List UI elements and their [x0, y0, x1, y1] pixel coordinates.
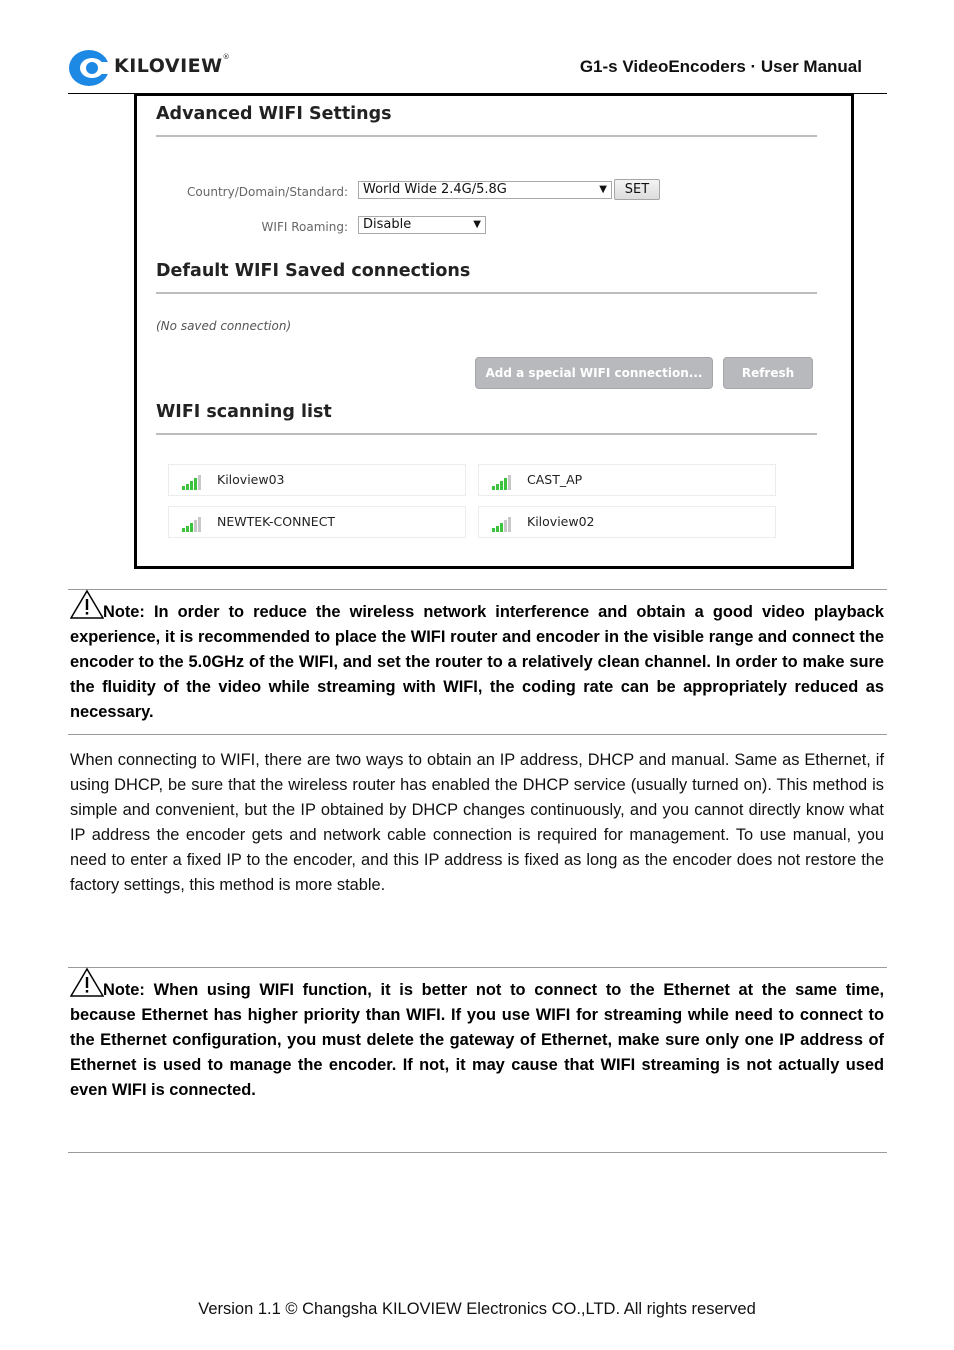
note-body: because Ethernet has higher priority than WIFI. If you use WIFI for streaming while need to connect to the Ethernet configuration, you must delete the gateway of Ethernet, make sure only one IP address of Ethernet is used to manage the encoder. If not, it may cause that WIFI streaming is not actually used even WIFI is connected.	[70, 1006, 884, 1099]
warning-icon	[70, 589, 104, 619]
document-title: G1-s VideoEncoders · User Manual	[579, 57, 862, 76]
page-footer: Version 1.1 © Changsha KILOVIEW Electronics CO.,LTD. All rights reserved	[198, 1300, 756, 1318]
set-button[interactable]: SET	[614, 179, 660, 200]
wifi-signal-icon	[492, 475, 514, 490]
wifi-network-item[interactable]	[478, 506, 776, 538]
wifi-network-item[interactable]	[168, 464, 466, 496]
section-divider	[156, 433, 817, 435]
country-select-value: World Wide 2.4G/5.8G	[363, 182, 507, 197]
note-first-line	[70, 967, 884, 1003]
country-label: Country/Domain/Standard:	[187, 185, 348, 199]
wifi-network-name: Kiloview02	[527, 514, 595, 529]
wifi-signal-icon	[182, 475, 204, 490]
wifi-network-item[interactable]	[478, 464, 776, 496]
wifi-network-name: Kiloview03	[217, 472, 285, 487]
dhcp-manual-paragraph: When connecting to WIFI, there are two ways to obtain an IP address, DHCP and manual. Same as Ethernet, if using DHCP, be sure that the wireless router has enabled the DHCP service (usually turned on). This method is simple and convenient, but the IP obtained by DHCP changes continuously, and you cannot directly know what IP address the encoder gets and network cable connection is required for management. To use manual, you need to enter a fixed IP to the encoder, and this IP address is fixed as long as the encoder does not restore the factory settings, this method is more stable.	[70, 751, 884, 894]
note-ethernet	[70, 967, 884, 1103]
section-divider	[156, 135, 817, 137]
section-divider	[156, 292, 817, 294]
wifi-settings-screenshot	[134, 94, 854, 569]
note-line: Note: When using WIFI function, it is better not to connect to the Ethernet at the same time,	[103, 981, 884, 999]
wifi-signal-icon	[182, 517, 204, 532]
note-first-line	[70, 589, 884, 625]
no-saved-connection-text: (No saved connection)	[156, 319, 292, 333]
dropdown-arrow-icon: ▼	[473, 219, 481, 230]
saved-connections-title: Default WIFI Saved connections	[156, 261, 471, 281]
dropdown-arrow-icon: ▼	[599, 184, 607, 195]
warning-icon	[70, 967, 104, 997]
roaming-select-value: Disable	[363, 217, 412, 232]
wifi-network-name: NEWTEK-CONNECT	[217, 514, 336, 529]
note-divider	[68, 734, 887, 735]
note-divider	[68, 1152, 887, 1153]
note-interference	[70, 589, 884, 725]
advanced-wifi-title: Advanced WIFI Settings	[156, 104, 392, 124]
wifi-network-name: CAST_AP	[527, 472, 583, 487]
wifi-network-item[interactable]	[168, 506, 466, 538]
kiloview-logo	[68, 47, 238, 89]
brand-name: KILOVIEW®	[114, 53, 231, 77]
roaming-label: WIFI Roaming:	[261, 220, 348, 234]
refresh-button[interactable]: Refresh	[723, 357, 813, 389]
kiloview-logo-icon	[68, 48, 112, 88]
add-wifi-connection-button[interactable]: Add a special WIFI connection...	[475, 357, 713, 389]
country-select[interactable]	[358, 181, 612, 199]
wifi-signal-icon	[492, 517, 514, 532]
scanning-list-title: WIFI scanning list	[156, 402, 332, 422]
note-line: Note: In order to reduce the wireless network interference and obtain a good video playback	[103, 603, 884, 621]
roaming-select[interactable]	[358, 216, 486, 234]
note-body: experience, it is recommended to place the WIFI router and encoder in the visible range and connect the encoder to the 5.0GHz of the WIFI, and set the router to a relatively clean channel. In order to make sure the fluidity of the video while streaming with WIFI, the coding rate can be appropriately reduced as necessary.	[70, 628, 884, 721]
